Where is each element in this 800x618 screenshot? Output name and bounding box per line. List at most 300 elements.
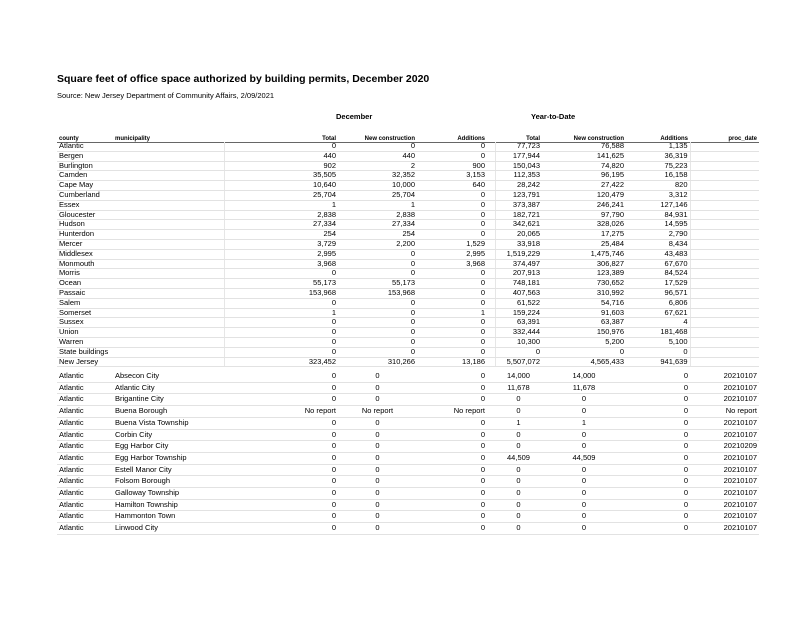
- county-cell: Warren: [57, 337, 113, 347]
- additions-cell: 0: [417, 279, 487, 289]
- county-cell: Atlantic: [57, 441, 113, 453]
- col-ytd-new-construction-header: New construction: [542, 130, 626, 143]
- county-row: [57, 347, 759, 357]
- county-cell: Middlesex: [57, 249, 113, 259]
- county-row: [57, 328, 759, 338]
- column-gap: [487, 429, 495, 441]
- additions-cell: 0: [417, 394, 487, 406]
- municipality-cell: [113, 298, 224, 308]
- additions-cell: 0: [417, 488, 487, 500]
- new-construction-cell: 25,704: [338, 190, 417, 200]
- county-row: [57, 337, 759, 347]
- column-gap: [487, 382, 495, 394]
- ytd-additions-cell: 84,931: [626, 210, 690, 220]
- ytd-new-construction-cell: 306,827: [542, 259, 626, 269]
- county-cell: Atlantic: [57, 488, 113, 500]
- ytd-additions-cell: 0: [626, 488, 690, 500]
- proc-date-cell: [690, 190, 759, 200]
- column-gap: [487, 499, 495, 511]
- ytd-total-cell: 0: [495, 523, 542, 535]
- ytd-additions-cell: 1,135: [626, 142, 690, 151]
- total-cell: 35,505: [224, 171, 338, 181]
- municipal-detail-table: [57, 371, 759, 535]
- ytd-additions-cell: 67,670: [626, 259, 690, 269]
- county-cell: Passaic: [57, 288, 113, 298]
- ytd-new-construction-cell: 14,000: [542, 371, 626, 382]
- municipal-row: [57, 417, 759, 429]
- new-construction-cell: 0: [338, 429, 417, 441]
- municipality-cell: [113, 151, 224, 161]
- column-gap: [487, 249, 495, 259]
- new-construction-cell: 0: [338, 488, 417, 500]
- county-cell: Atlantic: [57, 476, 113, 488]
- new-construction-cell: 2,200: [338, 239, 417, 249]
- column-gap: [487, 239, 495, 249]
- municipal-row: [57, 511, 759, 523]
- county-row: [57, 269, 759, 279]
- ytd-additions-cell: 941,639: [626, 357, 690, 367]
- additions-cell: 0: [417, 511, 487, 523]
- municipality-cell: Linwood City: [113, 523, 224, 535]
- ytd-total-cell: 159,224: [495, 308, 542, 318]
- additions-cell: 0: [417, 288, 487, 298]
- total-cell: 0: [224, 382, 338, 394]
- column-gap: [487, 337, 495, 347]
- proc-date-cell: 20210107: [690, 499, 759, 511]
- county-row: [57, 151, 759, 161]
- ytd-total-cell: 14,000: [495, 371, 542, 382]
- county-row: [57, 220, 759, 230]
- ytd-total-cell: 5,507,072: [495, 357, 542, 367]
- ytd-new-construction-cell: 0: [542, 464, 626, 476]
- proc-date-cell: 20210209: [690, 441, 759, 453]
- municipality-cell: [113, 318, 224, 328]
- county-cell: Atlantic: [57, 429, 113, 441]
- new-construction-cell: 0: [338, 269, 417, 279]
- total-cell: 902: [224, 161, 338, 171]
- total-cell: 27,334: [224, 220, 338, 230]
- proc-date-cell: 20210107: [690, 417, 759, 429]
- total-cell: 1: [224, 200, 338, 210]
- new-construction-cell: 310,266: [338, 357, 417, 367]
- ytd-additions-cell: 0: [626, 499, 690, 511]
- ytd-new-construction-cell: 25,484: [542, 239, 626, 249]
- county-row: [57, 288, 759, 298]
- new-construction-cell: 2: [338, 161, 417, 171]
- municipality-cell: [113, 210, 224, 220]
- total-cell: 0: [224, 523, 338, 535]
- ytd-total-cell: 0: [495, 406, 542, 418]
- column-gap: [487, 464, 495, 476]
- ytd-additions-cell: 14,595: [626, 220, 690, 230]
- proc-date-cell: 20210107: [690, 382, 759, 394]
- additions-cell: 0: [417, 230, 487, 240]
- ytd-new-construction-cell: 0: [542, 523, 626, 535]
- proc-date-cell: [690, 151, 759, 161]
- county-cell: New Jersey: [57, 357, 113, 367]
- proc-date-cell: [690, 288, 759, 298]
- additions-cell: 0: [417, 190, 487, 200]
- column-gap: [487, 200, 495, 210]
- county-row: [57, 239, 759, 249]
- municipality-cell: Atlantic City: [113, 382, 224, 394]
- county-row: [57, 308, 759, 318]
- proc-date-cell: [690, 328, 759, 338]
- ytd-new-construction-cell: 5,200: [542, 337, 626, 347]
- proc-date-cell: [690, 318, 759, 328]
- municipality-cell: [113, 220, 224, 230]
- new-construction-cell: 0: [338, 441, 417, 453]
- total-cell: No report: [224, 406, 338, 418]
- county-cell: Atlantic: [57, 382, 113, 394]
- ytd-new-construction-cell: 17,275: [542, 230, 626, 240]
- new-construction-cell: 0: [338, 511, 417, 523]
- municipality-cell: Galloway Township: [113, 488, 224, 500]
- total-cell: 0: [224, 499, 338, 511]
- total-cell: 0: [224, 337, 338, 347]
- county-cell: Morris: [57, 269, 113, 279]
- new-construction-cell: 0: [338, 347, 417, 357]
- column-gap: [487, 181, 495, 191]
- ytd-total-cell: 1,519,229: [495, 249, 542, 259]
- proc-date-cell: No report: [690, 406, 759, 418]
- additions-cell: 0: [417, 298, 487, 308]
- new-construction-cell: 55,173: [338, 279, 417, 289]
- proc-date-cell: 20210107: [690, 371, 759, 382]
- proc-date-cell: [690, 347, 759, 357]
- additions-cell: 3,968: [417, 259, 487, 269]
- ytd-new-construction-cell: 1,475,746: [542, 249, 626, 259]
- total-cell: 2,838: [224, 210, 338, 220]
- additions-cell: 0: [417, 464, 487, 476]
- ytd-additions-cell: 181,468: [626, 328, 690, 338]
- municipality-cell: Estell Manor City: [113, 464, 224, 476]
- ytd-additions-cell: 0: [626, 347, 690, 357]
- municipality-cell: [113, 200, 224, 210]
- column-gap: [487, 190, 495, 200]
- municipality-cell: [113, 357, 224, 367]
- total-cell: 0: [224, 269, 338, 279]
- ytd-new-construction-cell: 63,387: [542, 318, 626, 328]
- municipality-cell: [113, 249, 224, 259]
- municipal-row: [57, 452, 759, 464]
- total-cell: 0: [224, 298, 338, 308]
- total-cell: 0: [224, 511, 338, 523]
- total-cell: 0: [224, 441, 338, 453]
- additions-cell: 1,529: [417, 239, 487, 249]
- new-construction-cell: 0: [338, 259, 417, 269]
- total-cell: 3,968: [224, 259, 338, 269]
- county-row: [57, 298, 759, 308]
- ytd-new-construction-cell: 44,509: [542, 452, 626, 464]
- new-construction-cell: 153,968: [338, 288, 417, 298]
- county-cell: Somerset: [57, 308, 113, 318]
- column-gap: [487, 288, 495, 298]
- ytd-total-cell: 0: [495, 429, 542, 441]
- municipality-cell: [113, 269, 224, 279]
- ytd-new-construction-cell: 141,625: [542, 151, 626, 161]
- ytd-total-cell: 10,300: [495, 337, 542, 347]
- col-county-header: county: [57, 130, 113, 143]
- ytd-additions-cell: 17,529: [626, 279, 690, 289]
- col-ytd-additions-header: Additions: [626, 130, 690, 143]
- new-construction-cell: 1: [338, 200, 417, 210]
- ytd-new-construction-cell: 328,026: [542, 220, 626, 230]
- county-cell: Monmouth: [57, 259, 113, 269]
- column-gap: [487, 161, 495, 171]
- additions-cell: 0: [417, 371, 487, 382]
- additions-cell: 0: [417, 523, 487, 535]
- ytd-new-construction-cell: 730,652: [542, 279, 626, 289]
- county-cell: Essex: [57, 200, 113, 210]
- new-construction-cell: 10,000: [338, 181, 417, 191]
- ytd-additions-cell: 0: [626, 429, 690, 441]
- proc-date-cell: 20210107: [690, 429, 759, 441]
- col-new-construction-header: New construction: [338, 130, 417, 143]
- additions-cell: 1: [417, 308, 487, 318]
- new-construction-cell: 0: [338, 371, 417, 382]
- total-cell: 0: [224, 318, 338, 328]
- ytd-total-cell: 77,723: [495, 142, 542, 151]
- column-gap: [487, 230, 495, 240]
- ytd-new-construction-cell: 150,976: [542, 328, 626, 338]
- new-construction-cell: 0: [338, 328, 417, 338]
- proc-date-cell: [690, 142, 759, 151]
- ytd-total-cell: 407,563: [495, 288, 542, 298]
- total-cell: 153,968: [224, 288, 338, 298]
- county-row: [57, 181, 759, 191]
- ytd-new-construction-cell: 27,422: [542, 181, 626, 191]
- new-construction-cell: 0: [338, 417, 417, 429]
- municipality-cell: [113, 308, 224, 318]
- proc-date-cell: [690, 220, 759, 230]
- total-cell: 0: [224, 142, 338, 151]
- county-row: [57, 171, 759, 181]
- ytd-total-cell: 332,444: [495, 328, 542, 338]
- municipality-cell: [113, 161, 224, 171]
- ytd-total-cell: 182,721: [495, 210, 542, 220]
- ytd-total-cell: 177,944: [495, 151, 542, 161]
- ytd-additions-cell: 36,319: [626, 151, 690, 161]
- column-gap: [487, 298, 495, 308]
- ytd-additions-cell: 0: [626, 476, 690, 488]
- ytd-total-cell: 150,043: [495, 161, 542, 171]
- county-row: [57, 190, 759, 200]
- column-header-row: [57, 130, 759, 143]
- col-proc-date-header: proc_date: [690, 130, 759, 143]
- municipality-cell: [113, 190, 224, 200]
- ytd-new-construction-cell: 0: [542, 499, 626, 511]
- proc-date-cell: 20210107: [690, 394, 759, 406]
- total-cell: 25,704: [224, 190, 338, 200]
- total-cell: 55,173: [224, 279, 338, 289]
- ytd-total-cell: 748,181: [495, 279, 542, 289]
- ytd-total-cell: 63,391: [495, 318, 542, 328]
- ytd-additions-cell: 0: [626, 464, 690, 476]
- additions-cell: 0: [417, 200, 487, 210]
- municipality-cell: [113, 142, 224, 151]
- column-gap: [487, 476, 495, 488]
- ytd-total-cell: 0: [495, 394, 542, 406]
- ytd-total-cell: 0: [495, 441, 542, 453]
- report-source: Source: New Jersey Department of Community Affairs, 2/09/2021: [57, 91, 275, 100]
- municipal-row: [57, 476, 759, 488]
- column-gap: [487, 130, 495, 143]
- ytd-new-construction-cell: 120,479: [542, 190, 626, 200]
- additions-cell: 0: [417, 417, 487, 429]
- additions-cell: 0: [417, 452, 487, 464]
- additions-cell: 640: [417, 181, 487, 191]
- municipality-cell: [113, 288, 224, 298]
- column-gap: [487, 328, 495, 338]
- ytd-new-construction-cell: 0: [542, 511, 626, 523]
- ytd-new-construction-cell: 4,565,433: [542, 357, 626, 367]
- proc-date-cell: 20210107: [690, 452, 759, 464]
- ytd-new-construction-cell: 0: [542, 406, 626, 418]
- county-cell: Atlantic: [57, 511, 113, 523]
- column-gap: [487, 269, 495, 279]
- proc-date-cell: [690, 161, 759, 171]
- column-gap: [487, 259, 495, 269]
- proc-date-cell: [690, 249, 759, 259]
- municipal-row: [57, 523, 759, 535]
- ytd-additions-cell: 0: [626, 394, 690, 406]
- total-cell: 1: [224, 308, 338, 318]
- col-additions-header: Additions: [417, 130, 487, 143]
- county-row: [57, 210, 759, 220]
- ytd-total-cell: 20,065: [495, 230, 542, 240]
- county-cell: Atlantic: [57, 371, 113, 382]
- ytd-total-cell: 0: [495, 476, 542, 488]
- total-cell: 0: [224, 371, 338, 382]
- ytd-additions-cell: 75,223: [626, 161, 690, 171]
- municipal-row: [57, 499, 759, 511]
- municipality-cell: [113, 279, 224, 289]
- ytd-additions-cell: 820: [626, 181, 690, 191]
- proc-date-cell: 20210107: [690, 464, 759, 476]
- total-cell: 254: [224, 230, 338, 240]
- municipal-row: [57, 371, 759, 382]
- ytd-additions-cell: 16,158: [626, 171, 690, 181]
- additions-cell: 0: [417, 382, 487, 394]
- ytd-total-cell: 0: [495, 499, 542, 511]
- municipality-cell: [113, 239, 224, 249]
- municipality-cell: [113, 230, 224, 240]
- additions-cell: 0: [417, 476, 487, 488]
- column-gap: [487, 220, 495, 230]
- proc-date-cell: [690, 269, 759, 279]
- column-gap: [487, 441, 495, 453]
- municipality-cell: Folsom Borough: [113, 476, 224, 488]
- municipality-cell: Brigantine City: [113, 394, 224, 406]
- ytd-new-construction-cell: 246,241: [542, 200, 626, 210]
- column-gap: [487, 142, 495, 151]
- additions-cell: 13,186: [417, 357, 487, 367]
- county-cell: Sussex: [57, 318, 113, 328]
- county-cell: Atlantic: [57, 464, 113, 476]
- total-cell: 440: [224, 151, 338, 161]
- ytd-new-construction-cell: 0: [542, 347, 626, 357]
- ytd-additions-cell: 67,621: [626, 308, 690, 318]
- ytd-additions-cell: 0: [626, 511, 690, 523]
- county-row: [57, 318, 759, 328]
- column-gap: [487, 279, 495, 289]
- municipality-cell: [113, 171, 224, 181]
- additions-cell: 0: [417, 269, 487, 279]
- additions-cell: 0: [417, 318, 487, 328]
- county-row: [57, 259, 759, 269]
- ytd-group-header: Year-to-Date: [531, 112, 576, 121]
- ytd-total-cell: 0: [495, 511, 542, 523]
- new-construction-cell: 440: [338, 151, 417, 161]
- ytd-total-cell: 1: [495, 417, 542, 429]
- new-construction-cell: 0: [338, 337, 417, 347]
- ytd-additions-cell: 3,312: [626, 190, 690, 200]
- county-cell: Mercer: [57, 239, 113, 249]
- county-row: [57, 279, 759, 289]
- column-gap: [487, 511, 495, 523]
- ytd-new-construction-cell: 1: [542, 417, 626, 429]
- proc-date-cell: [690, 298, 759, 308]
- county-cell: Atlantic: [57, 406, 113, 418]
- ytd-new-construction-cell: 11,678: [542, 382, 626, 394]
- county-cell: Atlantic: [57, 142, 113, 151]
- municipality-cell: Corbin City: [113, 429, 224, 441]
- additions-cell: 0: [417, 220, 487, 230]
- ytd-new-construction-cell: 91,603: [542, 308, 626, 318]
- column-gap: [487, 318, 495, 328]
- proc-date-cell: [690, 337, 759, 347]
- total-cell: 323,452: [224, 357, 338, 367]
- new-construction-cell: 32,352: [338, 171, 417, 181]
- additions-cell: 0: [417, 347, 487, 357]
- county-summary-table: [57, 142, 759, 367]
- ytd-total-cell: 123,791: [495, 190, 542, 200]
- ytd-total-cell: 28,242: [495, 181, 542, 191]
- county-cell: Bergen: [57, 151, 113, 161]
- column-gap: [487, 357, 495, 367]
- ytd-total-cell: 0: [495, 347, 542, 357]
- municipal-row: [57, 394, 759, 406]
- total-cell: 2,995: [224, 249, 338, 259]
- ytd-additions-cell: 0: [626, 382, 690, 394]
- additions-cell: 0: [417, 429, 487, 441]
- municipality-cell: [113, 347, 224, 357]
- additions-cell: 0: [417, 210, 487, 220]
- ytd-additions-cell: 96,571: [626, 288, 690, 298]
- column-gap: [487, 417, 495, 429]
- total-cell: 0: [224, 488, 338, 500]
- total-cell: 0: [224, 347, 338, 357]
- ytd-total-cell: 0: [495, 488, 542, 500]
- municipal-row: [57, 441, 759, 453]
- ytd-total-cell: 0: [495, 464, 542, 476]
- new-construction-cell: 0: [338, 382, 417, 394]
- new-construction-cell: 0: [338, 298, 417, 308]
- ytd-new-construction-cell: 0: [542, 488, 626, 500]
- county-cell: Hudson: [57, 220, 113, 230]
- municipality-cell: Egg Harbor City: [113, 441, 224, 453]
- report-title: Square feet of office space authorized by building permits, December 2020: [57, 73, 430, 85]
- ytd-total-cell: 33,918: [495, 239, 542, 249]
- new-construction-cell: 0: [338, 523, 417, 535]
- new-construction-cell: 27,334: [338, 220, 417, 230]
- proc-date-cell: [690, 181, 759, 191]
- ytd-new-construction-cell: 0: [542, 476, 626, 488]
- ytd-new-construction-cell: 96,195: [542, 171, 626, 181]
- ytd-additions-cell: 0: [626, 406, 690, 418]
- ytd-new-construction-cell: 0: [542, 441, 626, 453]
